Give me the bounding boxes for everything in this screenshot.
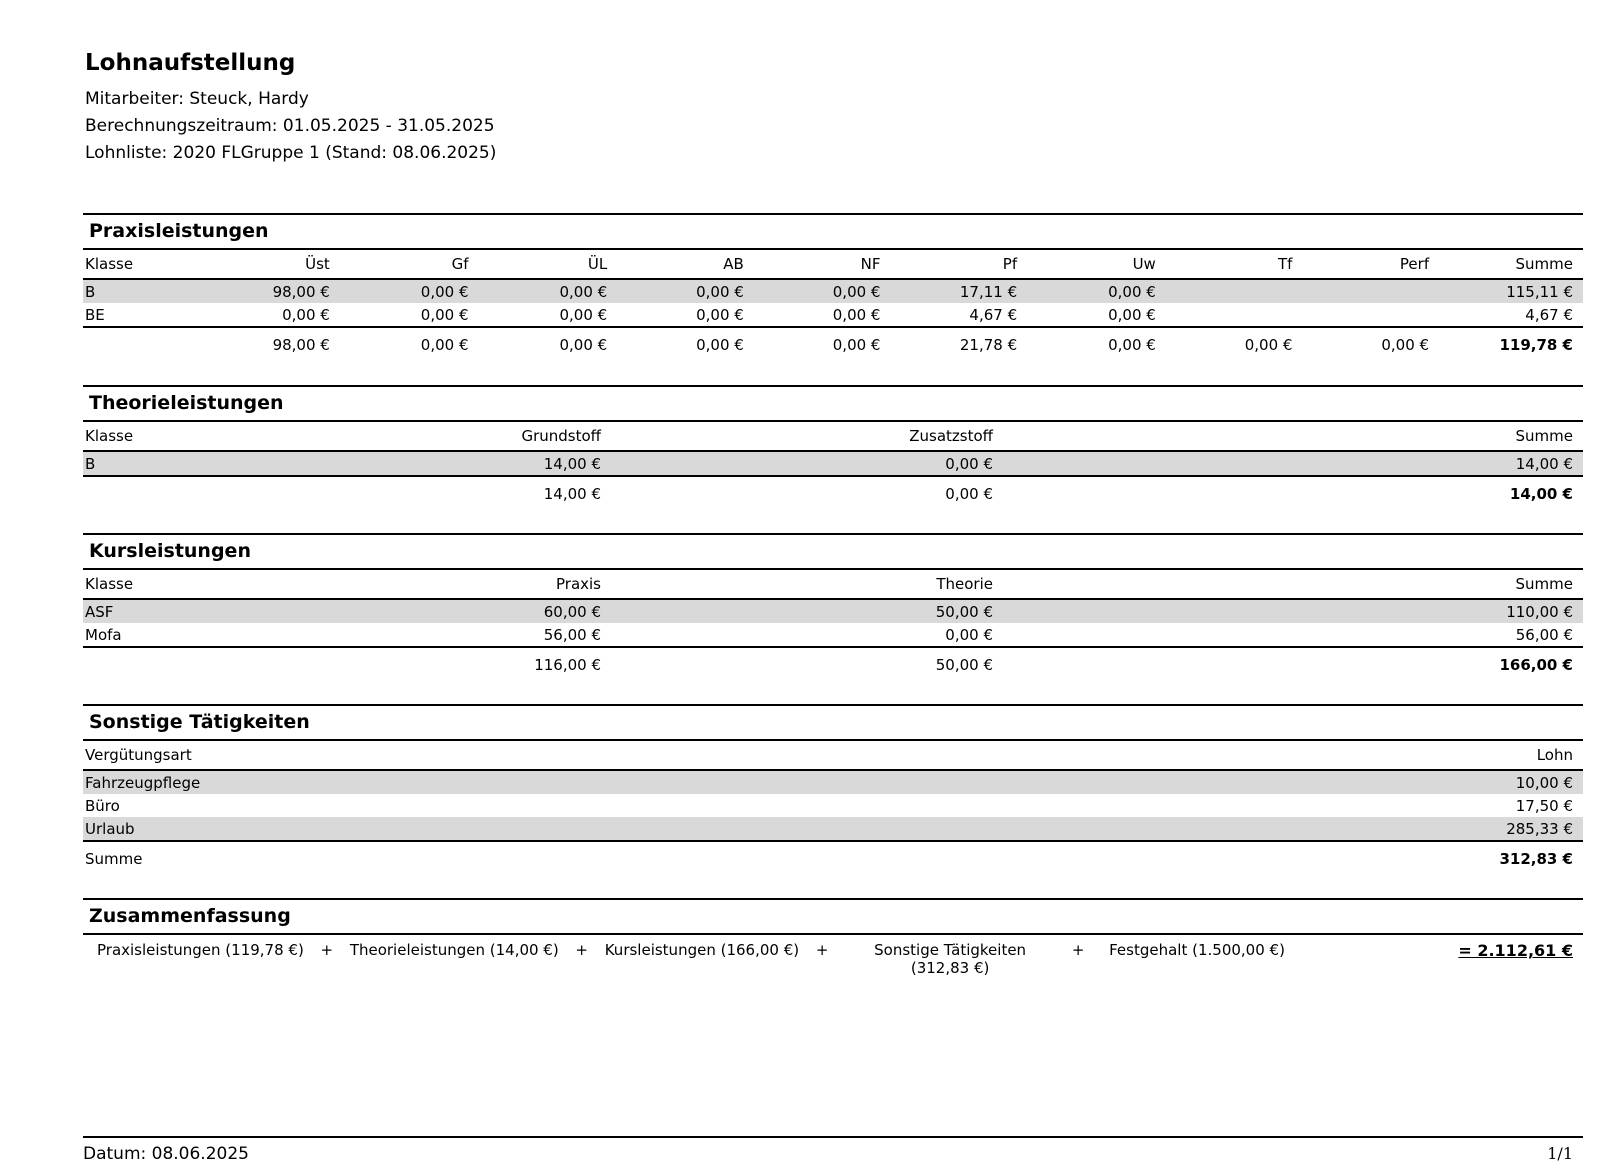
table-cell: 4,67 €	[969, 305, 1018, 324]
section-title: Sonstige Tätigkeiten	[83, 704, 1583, 741]
summary-formula	[83, 933, 1583, 977]
total-cell: 116,00 €	[203, 647, 611, 678]
column-header: Summe	[1439, 250, 1583, 279]
table-cell: 50,00 €	[611, 599, 1003, 623]
total-cell: 0,00 €	[479, 327, 618, 358]
column-header: Tf	[1166, 250, 1303, 279]
table-cell: 0,00 €	[611, 451, 1003, 476]
table-cell: 0,00 €	[754, 279, 891, 303]
table-cell: 56,00 €	[543, 625, 601, 644]
table-cell: 0,00 €	[617, 279, 754, 303]
payroll-report	[83, 0, 1583, 1171]
total-cell: 0,00 €	[611, 476, 1003, 507]
table-cell: B	[83, 279, 196, 303]
total-cell: 50,00 €	[611, 647, 1003, 678]
sonstige-table	[83, 741, 1583, 872]
table-cell: 14,00 €	[1003, 451, 1583, 476]
total-cell: 14,00 €	[1003, 476, 1583, 507]
column-header: Üst	[196, 250, 340, 279]
total-cell: 119,78 €	[1439, 327, 1583, 358]
section-praxis	[83, 213, 1583, 358]
table-cell: Fahrzeugpflege	[83, 770, 783, 794]
table-cell: 0,00 €	[832, 305, 881, 324]
table-cell: 110,00 €	[1003, 599, 1583, 623]
total-cell: Summe	[83, 841, 783, 872]
column-header: NF	[754, 250, 891, 279]
plus-sign: +	[575, 941, 588, 959]
theorie-table	[83, 422, 1583, 507]
table-cell: 115,11 €	[1439, 279, 1583, 303]
table-cell: 60,00 €	[203, 599, 611, 623]
table-cell: 14,00 €	[203, 451, 611, 476]
report-title: Lohnaufstellung	[85, 50, 296, 76]
table-cell: 0,00 €	[420, 305, 469, 324]
summary-kurs: Kursleistungen (166,00 €)	[604, 941, 800, 959]
table-cell: 0,00 €	[479, 279, 618, 303]
column-header: AB	[617, 250, 754, 279]
table-cell: 285,33 €	[783, 817, 1583, 841]
table-cell: 0,00 €	[340, 279, 479, 303]
section-kurs	[83, 533, 1583, 678]
summary-festgehalt: Festgehalt (1.500,00 €)	[1109, 941, 1285, 959]
total-cell: 0,00 €	[1166, 327, 1303, 358]
table-cell: 10,00 €	[783, 770, 1583, 794]
table-cell	[1166, 279, 1303, 303]
column-header: Lohn	[783, 741, 1583, 770]
report-header	[85, 50, 496, 167]
section-sonstige	[83, 704, 1583, 872]
table-cell	[1166, 303, 1303, 327]
table-cell: Büro	[85, 796, 120, 815]
total-cell: 0,00 €	[617, 327, 754, 358]
total-row	[83, 327, 1583, 358]
total-row	[83, 841, 1583, 872]
table-cell: 56,00 €	[1515, 625, 1573, 644]
total-cell: 0,00 €	[754, 327, 891, 358]
column-header: Klasse	[83, 250, 196, 279]
table-row	[83, 794, 1583, 817]
total-cell: 14,00 €	[203, 476, 611, 507]
total-cell: 166,00 €	[1003, 647, 1583, 678]
column-header: Zusatzstoff	[611, 422, 1003, 451]
column-header: Gf	[340, 250, 479, 279]
page-number: 1/1	[1547, 1144, 1573, 1163]
plus-sign: +	[1071, 941, 1085, 959]
table-cell: 0,00 €	[945, 625, 993, 644]
total-cell: 98,00 €	[196, 327, 340, 358]
kurs-table	[83, 570, 1583, 678]
wage-list-line: Lohnliste: 2020 FLGruppe 1 (Stand: 08.06.2025)	[85, 143, 497, 163]
section-title: Theorieleistungen	[83, 385, 1583, 422]
section-title: Praxisleistungen	[83, 213, 1583, 250]
table-cell	[1302, 279, 1439, 303]
total-cell	[83, 647, 203, 678]
table-row	[83, 599, 1583, 623]
table-row	[83, 303, 1583, 327]
table-cell: Mofa	[85, 625, 122, 644]
table-row	[83, 817, 1583, 841]
column-header: Perf	[1302, 250, 1439, 279]
praxis-table	[83, 250, 1583, 358]
section-summary	[83, 898, 1583, 977]
table-cell: 0,00 €	[1108, 305, 1156, 324]
table-cell: ASF	[83, 599, 203, 623]
plus-sign: +	[815, 941, 829, 959]
table-row	[83, 451, 1583, 476]
table-cell: 17,50 €	[1515, 796, 1573, 815]
total-cell	[83, 327, 196, 358]
column-header: Theorie	[611, 570, 1003, 599]
total-cell	[83, 476, 203, 507]
total-cell: 0,00 €	[1302, 327, 1439, 358]
total-row	[83, 647, 1583, 678]
table-cell: BE	[85, 305, 105, 324]
plus-sign: +	[320, 941, 334, 959]
summary-total: = 2.112,61 €	[1458, 941, 1573, 960]
summary-praxis: Praxisleistungen (119,78 €)	[97, 941, 304, 959]
total-cell: 312,83 €	[783, 841, 1583, 872]
column-header: Uw	[1027, 250, 1166, 279]
table-cell: Urlaub	[83, 817, 783, 841]
table-cell: 0,00 €	[559, 305, 608, 324]
employee-line: Mitarbeiter: Steuck, Hardy	[85, 89, 309, 109]
total-cell: 0,00 €	[1027, 327, 1166, 358]
summary-theorie: Theorieleistungen (14,00 €)	[349, 941, 559, 959]
total-row	[83, 476, 1583, 507]
section-theorie	[83, 385, 1583, 507]
table-cell	[1302, 303, 1439, 327]
report-footer	[83, 1136, 1583, 1164]
column-header: Vergütungsart	[83, 741, 783, 770]
table-cell: B	[83, 451, 203, 476]
column-header: Summe	[1003, 422, 1583, 451]
table-cell: 98,00 €	[196, 279, 340, 303]
table-row	[83, 623, 1583, 647]
section-title: Zusammenfassung	[83, 898, 1583, 933]
table-cell: 17,11 €	[890, 279, 1027, 303]
period-line: Berechnungszeitraum: 01.05.2025 - 31.05.2025	[85, 116, 495, 136]
column-header: Pf	[890, 250, 1027, 279]
total-cell: 0,00 €	[340, 327, 479, 358]
table-cell: 0,00 €	[1027, 279, 1166, 303]
table-cell: 4,67 €	[1525, 305, 1573, 324]
section-title: Kursleistungen	[83, 533, 1583, 570]
column-header: Klasse	[83, 570, 203, 599]
table-cell: 0,00 €	[282, 305, 330, 324]
column-header: Klasse	[83, 422, 203, 451]
column-header: Grundstoff	[203, 422, 611, 451]
column-header: Praxis	[203, 570, 611, 599]
table-row	[83, 279, 1583, 303]
total-cell: 21,78 €	[890, 327, 1027, 358]
footer-date: Datum: 08.06.2025	[83, 1144, 249, 1164]
summary-sonstige: Sonstige Tätigkeiten (312,83 €)	[874, 941, 1027, 977]
column-header: ÜL	[479, 250, 618, 279]
table-cell: 0,00 €	[696, 305, 744, 324]
table-row	[83, 770, 1583, 794]
column-header: Summe	[1003, 570, 1583, 599]
